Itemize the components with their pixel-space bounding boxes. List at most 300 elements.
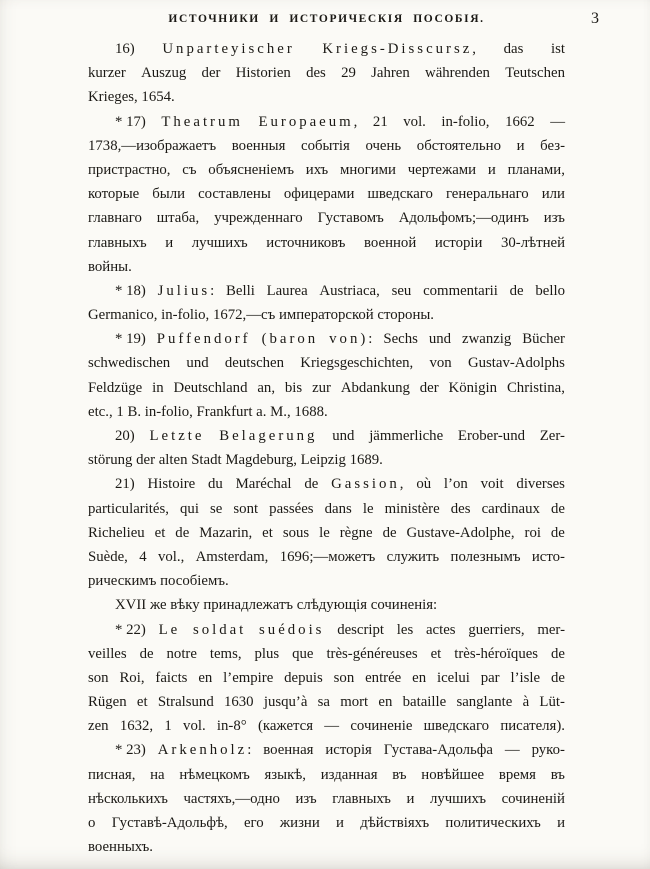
- word: M.,: [270, 403, 291, 420]
- word: mer-: [537, 621, 565, 638]
- word: изъ: [295, 790, 317, 807]
- word: исторія: [325, 742, 372, 759]
- word: Bücher: [522, 331, 565, 348]
- word: 16): [115, 41, 135, 57]
- word: Mazarin,: [199, 524, 253, 541]
- word: —: [550, 113, 565, 130]
- word: * 17): [115, 113, 146, 130]
- word: съ: [182, 161, 197, 178]
- word: descript: [337, 621, 385, 638]
- word: zen: [88, 718, 109, 735]
- paragraph-item-18: [88, 279, 565, 327]
- word: обстоятельно: [416, 137, 501, 154]
- word: —: [504, 742, 520, 759]
- word: политическихъ: [445, 815, 541, 831]
- word: же: [149, 597, 167, 614]
- word: сочиненіе: [350, 718, 413, 735]
- running-header-title: ИСТОЧНИКИ И ИСТОРИЧЕСКІЯ ПОСОБІЯ.: [168, 13, 485, 25]
- word: Christina,: [506, 379, 565, 396]
- word: въ: [392, 766, 407, 783]
- word: der: [419, 379, 439, 396]
- word: faicts: [155, 669, 188, 686]
- word: Laurea: [266, 282, 308, 299]
- word: veilles: [88, 645, 127, 662]
- paragraph-item-16: [88, 37, 565, 110]
- word: военной: [364, 234, 417, 251]
- word: лучшихъ: [191, 234, 248, 251]
- word: Gassion,: [331, 476, 404, 493]
- word: que: [292, 645, 314, 662]
- word: его: [243, 815, 264, 831]
- word: sa: [317, 694, 330, 711]
- word: le: [362, 500, 374, 517]
- word: sont: [233, 500, 259, 517]
- word: ministère: [384, 500, 440, 517]
- word: Lüt-: [539, 694, 565, 711]
- word: (baron: [261, 331, 319, 348]
- paragraph-item-23: [88, 738, 565, 859]
- word: du: [208, 476, 223, 493]
- word: sanglante: [456, 694, 513, 711]
- word: des: [306, 65, 326, 82]
- text-line: [88, 158, 565, 182]
- word: 21): [115, 476, 135, 493]
- word: Stadt: [191, 452, 222, 469]
- word: въ: [550, 766, 565, 783]
- word: très-généreuses: [326, 645, 418, 662]
- word: störung: [88, 452, 133, 469]
- word: où: [416, 476, 432, 493]
- word: Austriaca,: [319, 282, 380, 299]
- word: императорской: [278, 307, 374, 324]
- word: языкѣ,: [264, 766, 306, 783]
- word: der: [201, 65, 221, 82]
- word: Unparteyischer: [162, 41, 295, 57]
- word: zur: [312, 379, 331, 396]
- word: жизни: [279, 815, 320, 831]
- word: и: [557, 815, 565, 831]
- word: commentarii: [423, 282, 498, 299]
- word: пристрастно,: [88, 161, 171, 178]
- word: составлены: [198, 186, 271, 203]
- paragraph-item-22: [88, 618, 565, 739]
- text-line: [88, 642, 565, 666]
- word: дѣйствіяхъ: [360, 815, 430, 831]
- paragraph-section-xvii: [88, 593, 565, 617]
- word: se: [210, 500, 223, 517]
- word: 1689.: [349, 452, 383, 469]
- word: und: [332, 428, 355, 444]
- word: военныхъ.: [88, 839, 153, 856]
- word: были: [152, 186, 186, 203]
- word: cardinaux: [481, 500, 540, 517]
- word: de: [304, 476, 319, 493]
- word: Rügen: [88, 694, 127, 711]
- word: bello: [535, 282, 565, 299]
- text-line: [88, 37, 565, 61]
- word: —: [324, 718, 340, 735]
- word: währenden: [425, 65, 490, 82]
- word: многими: [339, 161, 396, 178]
- word: 1688.: [294, 403, 328, 420]
- word: изданная: [320, 766, 378, 783]
- word: Deutschland: [173, 379, 248, 396]
- word: войны.: [88, 258, 132, 275]
- word: suédois: [259, 621, 325, 638]
- text-line: [88, 182, 565, 206]
- text-line: [88, 521, 565, 545]
- word: de: [139, 645, 154, 662]
- word: Frankfurt: [196, 403, 253, 420]
- text-line: [88, 618, 565, 642]
- word: 21: [372, 113, 388, 130]
- word: о: [88, 815, 96, 831]
- word: писателя).: [500, 718, 565, 735]
- word: XVII: [115, 597, 147, 614]
- word: сочиненія:: [370, 597, 438, 614]
- word: лучшихъ: [429, 790, 486, 807]
- word: 4: [139, 548, 147, 565]
- text-line: [88, 255, 565, 279]
- word: нѣмецкомъ: [179, 766, 250, 783]
- word: шведскаго: [423, 718, 490, 735]
- word: которые: [88, 186, 140, 203]
- word: Magdeburg,: [225, 452, 297, 469]
- word: 1672,—съ: [212, 307, 276, 324]
- word: in: [152, 379, 164, 396]
- word: le: [319, 524, 330, 541]
- word: 1696;—можетъ: [279, 548, 376, 565]
- word: l’empire: [223, 669, 274, 686]
- text-line: [88, 303, 565, 327]
- text-line: [88, 110, 565, 134]
- paragraph-item-19: [88, 327, 565, 424]
- text-line: [88, 85, 565, 109]
- word: принадлежатъ: [203, 597, 294, 614]
- text-line: [88, 134, 565, 158]
- text-line: [88, 448, 565, 472]
- word: и: [336, 815, 344, 831]
- word: без-: [540, 137, 565, 154]
- word: kurzer: [88, 65, 126, 82]
- word: en: [412, 669, 427, 686]
- word: событія: [301, 137, 350, 154]
- word: Abdankung: [340, 379, 410, 396]
- word: * 19): [115, 331, 146, 348]
- word: depuis: [284, 669, 323, 686]
- word: B.: [127, 403, 142, 420]
- text-line: [88, 497, 565, 521]
- text-line: [88, 593, 565, 617]
- text-line: [88, 690, 565, 714]
- word: Gustave-Adolphe,: [406, 524, 515, 541]
- word: Amsterdam,: [195, 548, 269, 565]
- text-line: [88, 327, 565, 351]
- text-line: [88, 61, 565, 85]
- word: и: [516, 137, 525, 154]
- word: Histoire: [147, 476, 196, 493]
- text-line: [88, 400, 565, 424]
- word: изъ: [543, 210, 565, 227]
- text-line: [88, 714, 565, 738]
- text-line: [88, 351, 565, 375]
- word: an,: [257, 379, 276, 396]
- word: новѣйшее: [421, 766, 485, 783]
- word: de: [509, 282, 524, 299]
- word: règne: [339, 524, 373, 541]
- word: очень: [365, 137, 402, 154]
- word: сочиненій: [501, 790, 565, 807]
- word: Auszug: [141, 65, 187, 82]
- word: très-héroïques: [454, 645, 539, 662]
- word: учрежденнаго: [214, 210, 303, 227]
- word: Le: [158, 621, 181, 638]
- word: Historien: [235, 65, 291, 82]
- word: qui: [180, 500, 199, 517]
- word: mort: [340, 694, 369, 711]
- word: de: [175, 524, 190, 541]
- word: vol.: [183, 718, 206, 735]
- word: время: [498, 766, 536, 783]
- word: des: [450, 500, 471, 517]
- word: son: [88, 669, 109, 686]
- word: 1: [164, 718, 172, 735]
- word: actes: [425, 621, 456, 638]
- word: Zer-: [539, 428, 565, 444]
- word: deutschen: [224, 355, 285, 372]
- word: 1738,—изображаетъ: [88, 137, 217, 154]
- word: Königin: [448, 379, 498, 396]
- word: seu: [391, 282, 412, 299]
- page-number: 3: [591, 10, 599, 27]
- word: военныя: [231, 137, 286, 154]
- word: офицерами: [283, 186, 355, 203]
- word: vol.,: [157, 548, 185, 565]
- word: слѣдующія: [296, 597, 368, 614]
- text-line: [88, 738, 565, 762]
- text-line: [88, 569, 565, 593]
- word: или: [541, 186, 565, 203]
- word: нѣсколькихъ: [88, 790, 168, 807]
- word: Julius:: [157, 282, 215, 299]
- text-line: [88, 279, 565, 303]
- word: icelui: [436, 669, 470, 686]
- word: Germanico,: [88, 307, 158, 324]
- word: Europaeum,: [258, 113, 358, 130]
- word: генеральнаго: [445, 186, 529, 203]
- word: Gustav-Adolphs: [467, 355, 565, 372]
- word: и: [487, 161, 496, 178]
- word: Густавѣ-Адольфѣ,: [111, 815, 228, 831]
- word: son: [333, 669, 355, 686]
- word: de: [550, 524, 565, 541]
- word: zwanzig: [462, 331, 512, 348]
- word: de: [551, 645, 565, 662]
- word: ist: [550, 41, 565, 57]
- word: et: [136, 694, 148, 711]
- word: Kriegs-Disscursz,: [322, 41, 476, 57]
- word: und: [428, 331, 452, 348]
- text-line: [88, 545, 565, 569]
- word: Belagerung: [219, 428, 318, 444]
- word: частяхъ,—одно: [183, 790, 280, 807]
- word: стороны.: [377, 307, 434, 324]
- word: Teutschen: [505, 65, 565, 82]
- word: Feldzüge: [88, 379, 143, 396]
- word: Адольфомъ;—одинъ: [398, 210, 529, 227]
- text-line: [88, 787, 565, 811]
- text-line: [88, 811, 565, 835]
- word: ихъ: [305, 161, 329, 178]
- word: * 22): [115, 621, 146, 638]
- word: in-folio,: [144, 403, 193, 420]
- word: объясненіемъ: [208, 161, 294, 178]
- word: 20): [115, 428, 135, 444]
- word: 1632,: [119, 718, 154, 735]
- text-line: [88, 472, 565, 496]
- word: vol.: [403, 113, 426, 130]
- word: entrée: [365, 669, 402, 686]
- word: de: [382, 524, 397, 541]
- word: par: [480, 669, 500, 686]
- word: Густавомъ: [317, 210, 384, 227]
- word: in-folio,: [441, 113, 490, 130]
- word: Erober-und: [457, 428, 525, 444]
- word: Stralsund: [157, 694, 214, 711]
- word: * 18): [115, 282, 146, 299]
- word: von: [429, 355, 452, 372]
- word: Letzte: [149, 428, 205, 444]
- word: чертежами: [407, 161, 477, 178]
- word: les: [396, 621, 414, 638]
- word: etc.,: [88, 403, 113, 420]
- word: 1630: [223, 694, 254, 711]
- word: военная: [263, 742, 314, 759]
- word: 1662: [505, 113, 535, 130]
- word: bataille: [402, 694, 447, 711]
- word: рическимъ: [88, 573, 157, 590]
- word: 30-лѣтней: [500, 234, 565, 251]
- word: sous: [282, 524, 310, 541]
- word: et: [262, 524, 273, 541]
- word: diverses: [516, 476, 565, 493]
- word: Kriegsgeschichten,: [300, 355, 414, 372]
- text-line: [88, 206, 565, 230]
- word: Jahren: [371, 65, 410, 82]
- word: Krieges,: [88, 89, 138, 106]
- running-header: [88, 13, 565, 25]
- word: roi: [524, 524, 541, 541]
- word: Maréchal: [235, 476, 292, 493]
- word: und: [186, 355, 209, 372]
- word: 1654.: [141, 89, 175, 106]
- word: Belli: [226, 282, 255, 299]
- word: particularités,: [88, 500, 169, 517]
- text-line: [88, 231, 565, 255]
- text-line: [88, 835, 565, 859]
- word: Puffendorf: [156, 331, 251, 348]
- text-line: [88, 763, 565, 787]
- word: Richelieu: [88, 524, 145, 541]
- word: Густава-Адольфа: [383, 742, 493, 759]
- word: de: [550, 500, 565, 517]
- word: Arkenholz:: [157, 742, 252, 759]
- text-line: [88, 424, 565, 448]
- word: вѣку: [170, 597, 200, 614]
- word: der: [136, 452, 156, 469]
- word: et: [154, 524, 166, 541]
- word: de: [550, 669, 565, 686]
- word: * 23): [115, 742, 146, 759]
- word: источниковъ: [266, 234, 346, 251]
- word: in-folio,: [161, 307, 210, 324]
- word: главнаго: [88, 210, 142, 227]
- word: jusqu’à: [263, 694, 308, 711]
- word: руко-: [531, 742, 565, 759]
- word: штаба,: [156, 210, 200, 227]
- word: главныхъ: [332, 790, 391, 807]
- word: и: [406, 790, 415, 807]
- word: a.: [256, 403, 267, 420]
- word: главныхъ: [88, 234, 147, 251]
- word: jämmerliche: [369, 428, 444, 444]
- paragraph-item-17: [88, 110, 565, 279]
- word: 29: [341, 65, 356, 82]
- page-text-block: [88, 37, 565, 859]
- word: in-8°: [216, 718, 247, 735]
- word: soldat: [192, 621, 247, 638]
- paragraph-item-20: [88, 424, 565, 472]
- word: 1: [116, 403, 124, 420]
- word: bis: [284, 379, 303, 396]
- paragraph-item-21: [88, 472, 565, 593]
- word: Theatrum: [161, 113, 243, 130]
- word: Suède,: [88, 548, 128, 565]
- word: das: [503, 41, 524, 57]
- word: l’on: [443, 476, 468, 493]
- word: исторіи: [434, 234, 483, 251]
- word: von):: [329, 331, 373, 348]
- word: et: [430, 645, 442, 662]
- word: alten: [158, 452, 188, 469]
- word: планами,: [507, 161, 565, 178]
- word: plus: [254, 645, 280, 662]
- word: шведскаго: [367, 186, 433, 203]
- word: passées: [269, 500, 314, 517]
- word: писная,: [88, 766, 136, 783]
- word: voit: [480, 476, 504, 493]
- word: полезнымъ: [450, 548, 521, 565]
- word: Sechs: [383, 331, 418, 348]
- word: dans: [324, 500, 352, 517]
- word: schwedischen: [88, 355, 171, 372]
- word: en: [198, 669, 213, 686]
- word: и: [165, 234, 174, 251]
- word: на: [150, 766, 165, 783]
- word: guerriers,: [468, 621, 525, 638]
- text-line: [88, 666, 565, 690]
- word: à: [522, 694, 530, 711]
- word: Roi,: [119, 669, 145, 686]
- word: пособіемъ.: [160, 573, 229, 590]
- word: en: [378, 694, 393, 711]
- word: notre: [166, 645, 197, 662]
- text-line: [88, 376, 565, 400]
- word: служить: [386, 548, 440, 565]
- word: l’isle: [510, 669, 541, 686]
- word: (кажется: [257, 718, 314, 735]
- word: Leipzig: [300, 452, 346, 469]
